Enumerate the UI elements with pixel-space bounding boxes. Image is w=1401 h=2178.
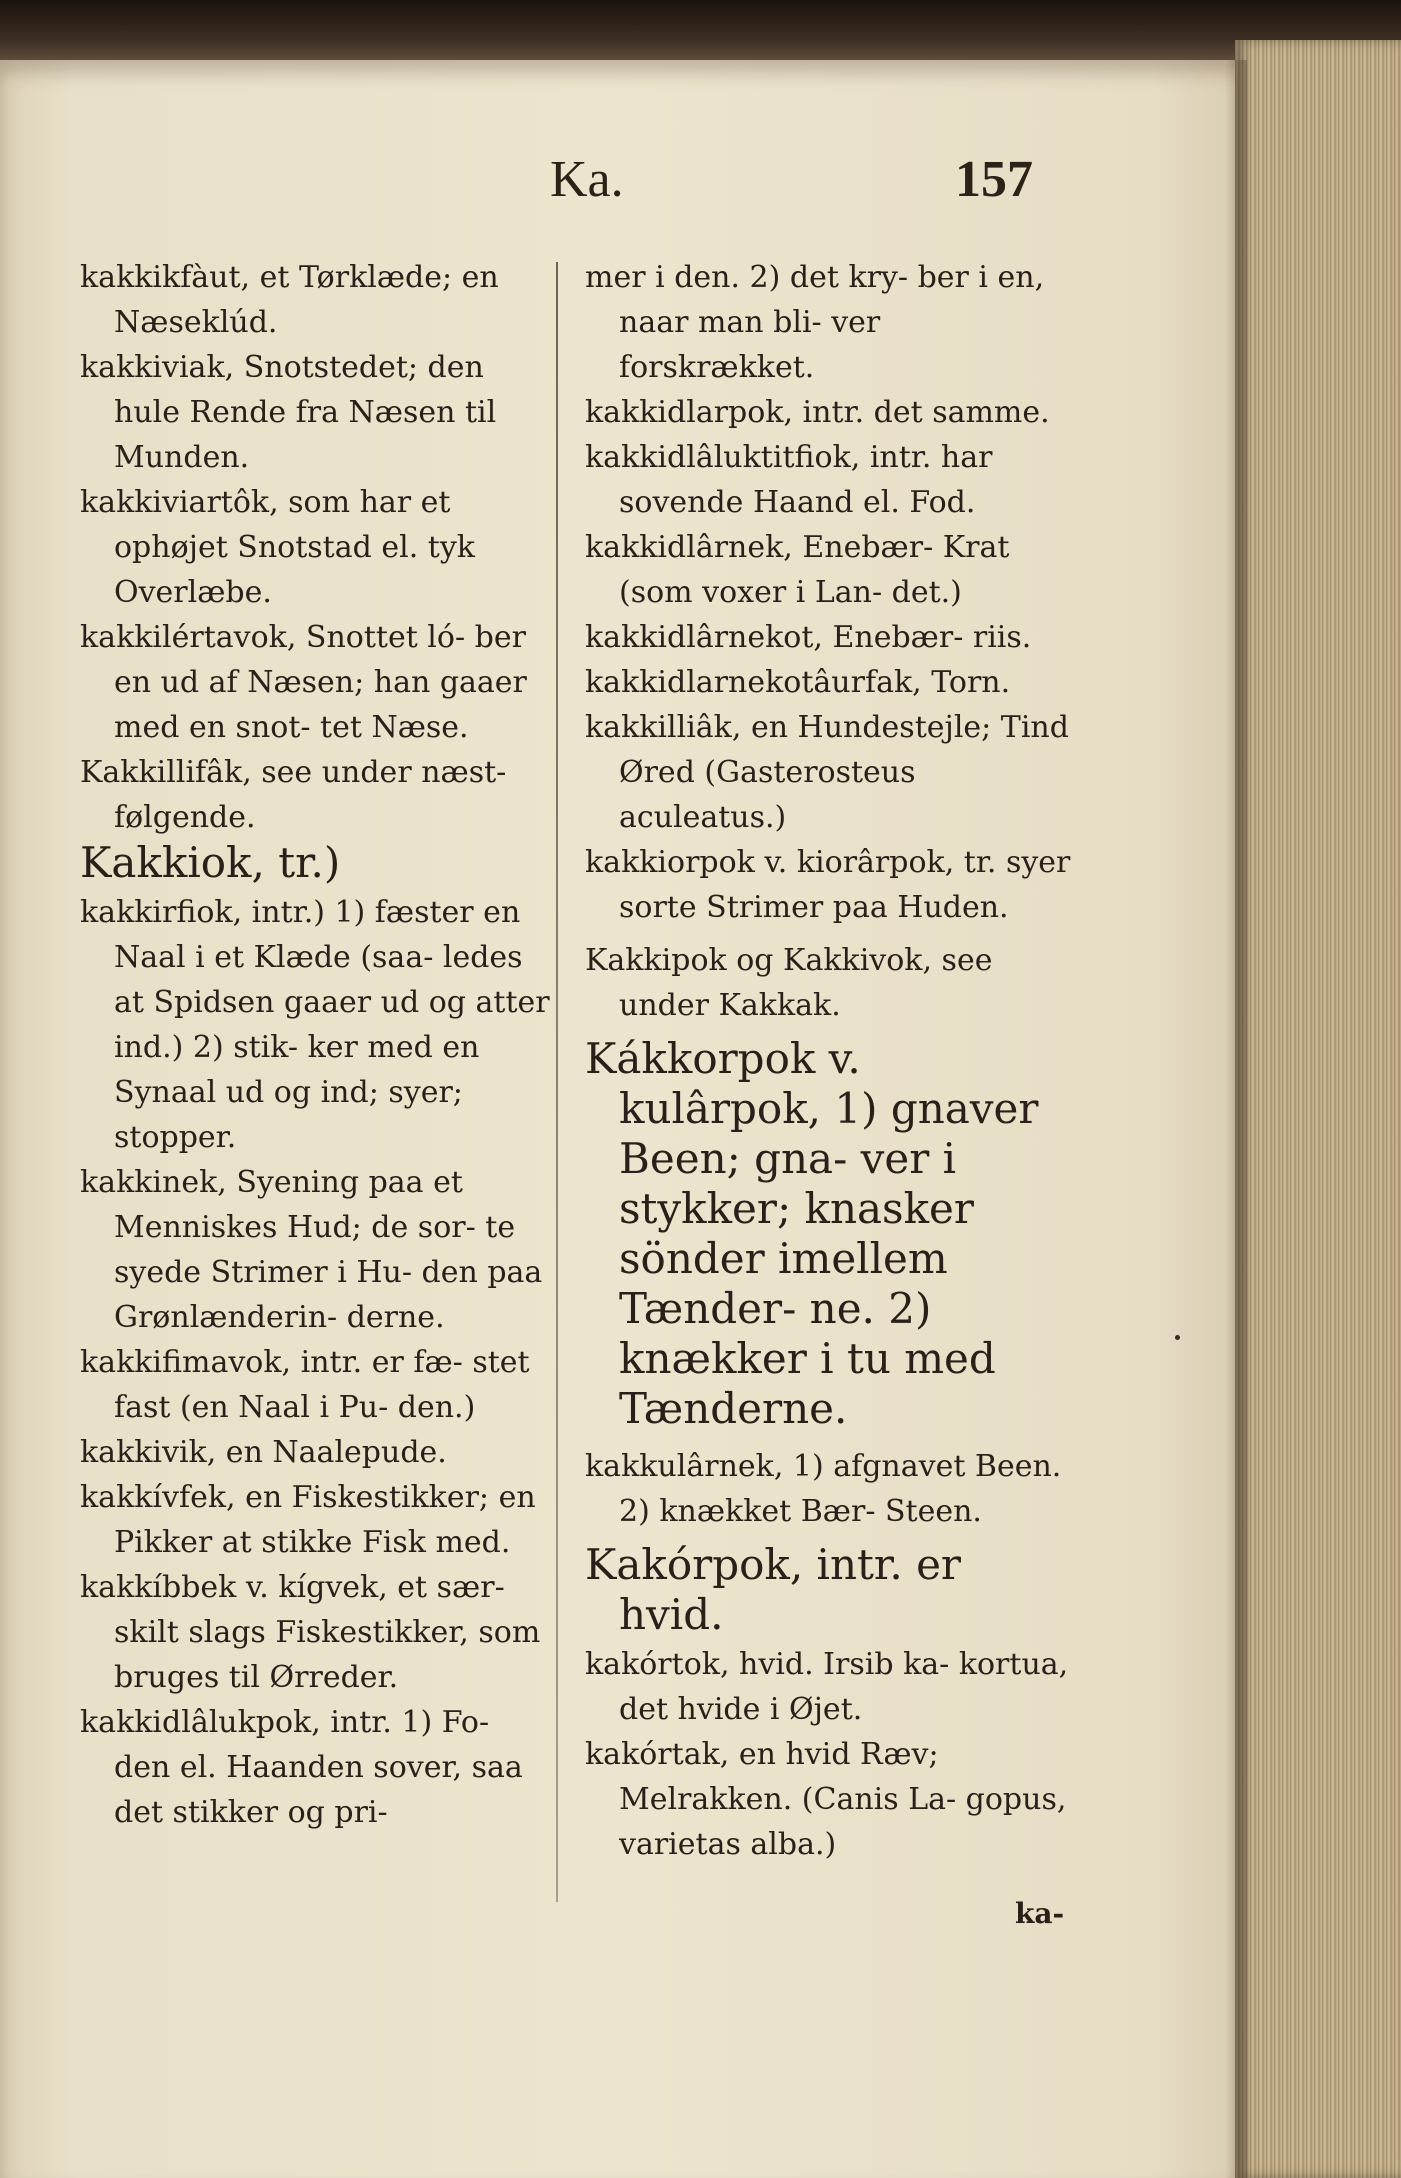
dictionary-entry: kakkinek, Syening paa et Menniskes Hud; de sor- te syede Strimer i Hu- den paa Grønlænderin- derne.	[80, 1165, 543, 1335]
column-divider	[556, 262, 558, 1902]
catchword: ka-	[1015, 1897, 1065, 1930]
dictionary-entry: kakórtak, en hvid Ræv; Melrakken. (Canis La- gopus, varietas alba.)	[585, 1737, 1067, 1862]
dictionary-entry: kakkidlarnekotâurfak, Torn.	[585, 665, 1011, 700]
page-fore-edge	[1235, 40, 1401, 2178]
headword-text: Kákkorpok v. kulârpok, 1) gnaver Been; gna- ver i stykker; knasker sönder imellem Tænder- ne. 2) knækker i tu med Tænderne.	[585, 1034, 1039, 1433]
dictionary-entry: kakkilértavok, Snottet ló- ber en ud af Næsen; han gaaer med en snot- tet Næse.	[80, 620, 527, 745]
headword-text: Kakkiok, tr.)	[80, 838, 341, 887]
dictionary-entry: kakkiviak, Snotstedet; den hule Rende fra Næsen til Munden.	[80, 350, 497, 475]
dictionary-entry: kakkiorpok v. kiorârpok, tr. syer sorte Strimer paa Huden.	[585, 845, 1071, 925]
dictionary-entry: kakkilliâk, en Hundestejle; Tind Øred (Gasterosteus aculeatus.)	[585, 710, 1069, 835]
headword-text: Kakórpok, intr. er hvid.	[585, 1540, 962, 1639]
dictionary-entry-headword	[585, 1542, 1075, 1642]
dictionary-entry: mer i den. 2) det kry- ber i en, naar man bli- ver forskrækket.	[585, 260, 1045, 385]
dictionary-entry: kakkíbbek v. kígvek, et sær- skilt slags Fiskestikker, som bruges til Ørreder.	[80, 1570, 541, 1695]
dictionary-entry: kakkidlâluktitfiok, intr. har sovende Haand el. Fod.	[585, 440, 993, 520]
right-column	[585, 255, 1075, 1867]
dictionary-entry: kakkidlârnek, Enebær- Krat (som voxer i Lan- det.)	[585, 530, 1010, 610]
dictionary-entry: Kakkillifâk, see under næst- følgende.	[80, 755, 507, 835]
dictionary-entry: kakkiviartôk, som har et ophøjet Snotstad el. tyk Overlæbe.	[80, 485, 475, 610]
left-column	[80, 255, 550, 1835]
dictionary-entry-headword	[80, 840, 550, 890]
page-number: 157	[955, 151, 1033, 208]
dictionary-entry: kakkidlarpok, intr. det samme.	[585, 395, 1050, 430]
dictionary-entry: kakkifimavok, intr. er fæ- stet fast (en Naal i Pu- den.)	[80, 1345, 530, 1425]
dictionary-entry: kakkulârnek, 1) afgnavet Been. 2) knækket Bær- Steen.	[585, 1449, 1062, 1529]
dictionary-entry: kakkidlâlukpok, intr. 1) Fo- den el. Haanden sover, saa det stikker og pri-	[80, 1705, 523, 1830]
dictionary-entry: kakkirfiok, intr.) 1) fæster en Naal i et Klæde (saa- ledes at Spidsen gaaer ud og atter ind.) 2) stik- ker med en Synaal ud og ind; syer; stopper.	[80, 895, 550, 1155]
dictionary-entry: kakkidlârnekot, Enebær- riis.	[585, 620, 1032, 655]
dictionary-entry: kakkivik, en Naalepude.	[80, 1435, 447, 1470]
page-gutter-shadow	[1225, 60, 1247, 2178]
dictionary-entry: kakkívfek, en Fiskestikker; en Pikker at stikke Fisk med.	[80, 1480, 536, 1560]
ink-speck	[1175, 1335, 1180, 1340]
dictionary-entry-headword	[585, 1036, 1075, 1436]
dictionary-entry: kakórtok, hvid. Irsib ka- kortua, det hvide i Øjet.	[585, 1647, 1069, 1727]
dictionary-entry: kakkikfàut, et Tørklæde; en Næseklúd.	[80, 260, 499, 340]
running-head: Ka.	[550, 151, 624, 208]
dictionary-entry: Kakkipok og Kakkivok, see under Kakkak.	[585, 943, 993, 1023]
